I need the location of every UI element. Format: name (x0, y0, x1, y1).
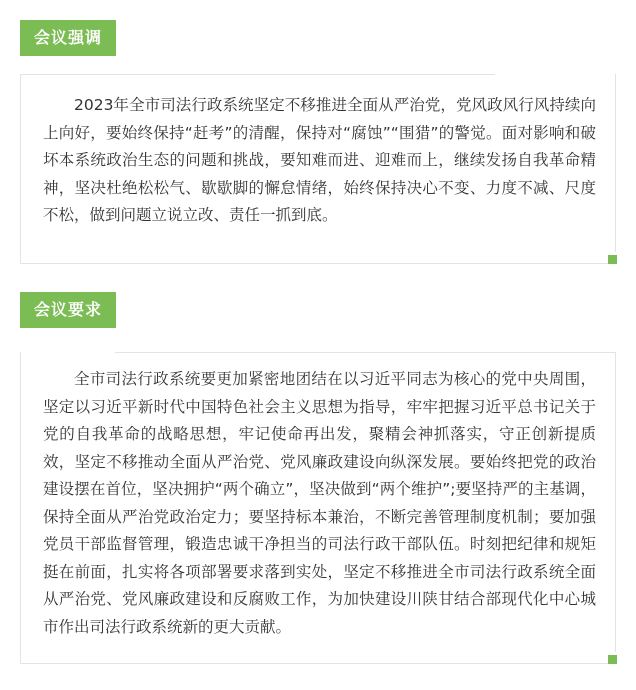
card-right-border (615, 352, 616, 652)
section-body-emphasis: 2023年全市司法行政系统坚定不移推进全面从严治党，党风政风行风持续向上向好，要始终保持“赶考”的清醒，保持对“腐蚀”“围猎”的警觉。面对影响和破坏本系统政治生态的问题和挑战，要知难而进、迎难而上，继续发扬自我革命精神，坚决杜绝松松气、歇歇脚的懈怠情绪，始终保持决心不变、力度不减、尺度不松，做到问题立说立改、责任一抓到底。 (43, 96, 596, 224)
section-card-emphasis (20, 74, 616, 264)
card-corner-marker (608, 655, 617, 664)
section-title-emphasis: 会议强调 (20, 20, 116, 56)
card-right-border (615, 74, 616, 252)
card-corner-marker (608, 255, 617, 264)
section-card-requirements (20, 352, 616, 664)
section-title-requirements: 会议要求 (20, 292, 116, 328)
card-top-border (115, 352, 616, 353)
section-body-requirements: 全市司法行政系统要更加紧密地团结在以习近平同志为核心的党中央周围，坚定以习近平新时代中国特色社会主义思想为指导，牢牢把握习近平总书记关于党的自我革命的战略思想，牢记使命再出发，聚精会神抓落实，守正创新提质效，坚定不移推动全面从严治党、党风廉政建设向纵深发展。要始终把党的政治建设摆在首位，坚决拥护“两个确立”，坚决做到“两个维护”;要坚持严的主基调，保持全面从严治党政治定力；要坚持标本兼治，不断完善管理制度机制；要加强党员干部监督管理，锻造忠诚干净担当的司法行政干部队伍。时刻把纪律和规矩挺在前面，扎实将各项部署要求落到实处，坚定不移推进全市司法行政系统全面从严治党、党风廉政建设和反腐败工作，为加快建设川陕甘结合部现代化中心城市作出司法行政系统新的更大贡献。 (43, 370, 596, 636)
card-top-border (21, 74, 495, 75)
